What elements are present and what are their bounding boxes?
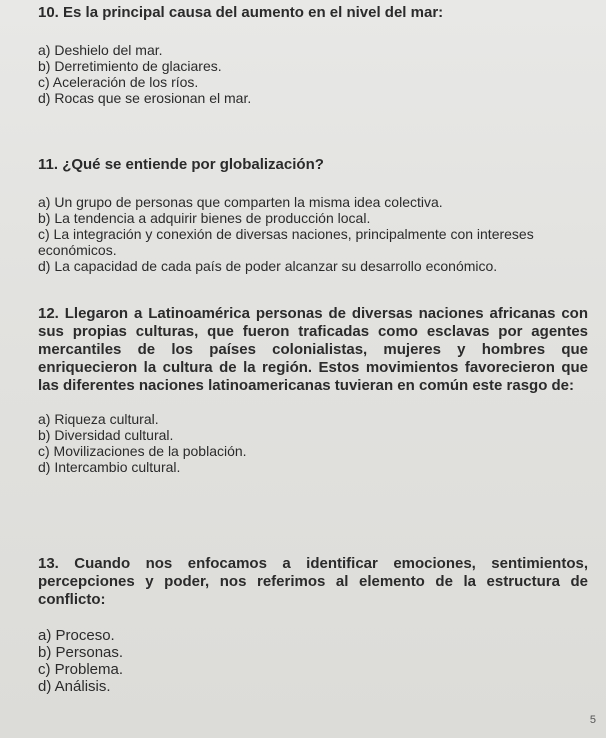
- page-number: 5: [589, 714, 596, 726]
- question-10-option-b: b) Derretimiento de glaciares.: [38, 58, 222, 74]
- question-13: [38, 555, 588, 695]
- question-11-option-b: b) La tendencia a adquirir bienes de producción local.: [38, 210, 371, 226]
- question-10-options: [38, 42, 588, 106]
- question-10-option-a: a) Deshielo del mar.: [38, 42, 163, 58]
- question-12-option-d: d) Intercambio cultural.: [38, 459, 181, 475]
- question-12: [38, 305, 588, 475]
- question-11-option-c: c) La integración y conexión de diversas naciones, principalmente con intereses económicos.: [38, 226, 534, 258]
- question-13-option-b: b) Personas.: [38, 644, 124, 661]
- question-11-options: [38, 194, 588, 274]
- question-11-option-a: a) Un grupo de personas que comparten la misma idea colectiva.: [38, 194, 443, 210]
- question-13-option-d: d) Análisis.: [38, 678, 111, 695]
- question-13-option-c: c) Problema.: [38, 661, 124, 678]
- question-13-stem: 13. Cuando nos enfocamos a identificar emociones, sentimientos, percepciones y poder, nos referimos al elemento de la estructura de conflicto:: [38, 555, 588, 608]
- question-10-stem: 10. Es la principal causa del aumento en el nivel del mar:: [38, 4, 444, 21]
- question-13-option-a: a) Proceso.: [38, 627, 115, 644]
- question-12-option-c: c) Movilizaciones de la población.: [38, 443, 247, 459]
- question-12-stem: 12. Llegaron a Latinoamérica personas de diversas naciones africanas con sus propias culturas, que fueron traficadas como esclavas por agentes mercantiles de los países colonialistas, mujeres y hombres que enriquecieron la cultura de la región. Estos movimientos favorecieron que las diferentes naciones latinoamericanas tuvieran en común este rasgo de:: [38, 305, 588, 394]
- question-11: [38, 156, 588, 274]
- question-13-options: [38, 627, 588, 695]
- question-12-option-b: b) Diversidad cultural.: [38, 427, 174, 443]
- question-11-stem: 11. ¿Qué se entiende por globalización?: [38, 156, 324, 173]
- question-10-option-c: c) Aceleración de los ríos.: [38, 74, 199, 90]
- question-10: [38, 4, 588, 106]
- question-12-options: [38, 411, 588, 475]
- question-11-option-d: d) La capacidad de cada país de poder alcanzar su desarrollo económico.: [38, 258, 498, 274]
- question-10-option-d: d) Rocas que se erosionan el mar.: [38, 90, 252, 106]
- question-12-option-a: a) Riqueza cultural.: [38, 411, 159, 427]
